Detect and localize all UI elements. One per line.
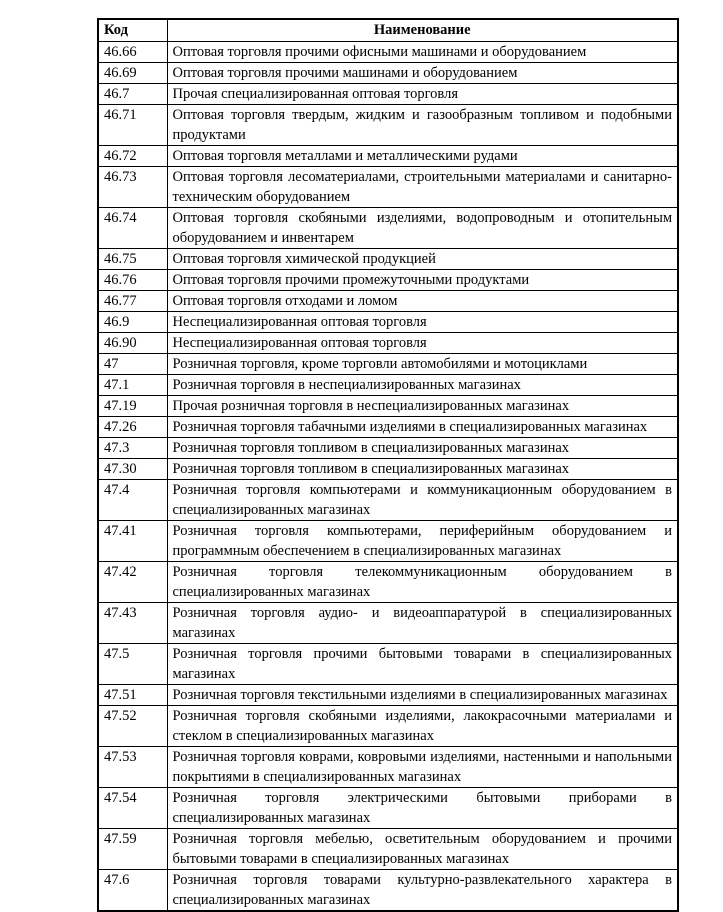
name-cell: Оптовая торговля прочими офисными машинами и оборудованием	[167, 42, 678, 63]
name-cell: Розничная торговля топливом в специализированных магазинах	[167, 459, 678, 480]
code-cell: 47.4	[98, 480, 167, 521]
code-cell: 47.42	[98, 562, 167, 603]
code-cell: 46.66	[98, 42, 167, 63]
name-cell: Прочая розничная торговля в неспециализированных магазинах	[167, 396, 678, 417]
table-row	[98, 562, 678, 603]
code-cell: 47.19	[98, 396, 167, 417]
code-cell: 46.77	[98, 291, 167, 312]
table-row	[98, 333, 678, 354]
code-cell: 47.3	[98, 438, 167, 459]
code-cell: 47.51	[98, 685, 167, 706]
code-cell: 47.1	[98, 375, 167, 396]
code-cell: 47.53	[98, 747, 167, 788]
table-row	[98, 644, 678, 685]
name-cell: Оптовая торговля прочими машинами и оборудованием	[167, 63, 678, 84]
code-cell: 47.30	[98, 459, 167, 480]
code-cell: 46.71	[98, 105, 167, 146]
name-cell: Розничная торговля в неспециализированных магазинах	[167, 375, 678, 396]
table-row	[98, 396, 678, 417]
code-cell: 46.76	[98, 270, 167, 291]
name-cell: Оптовая торговля прочими промежуточными продуктами	[167, 270, 678, 291]
table-row	[98, 417, 678, 438]
name-cell: Оптовая торговля твердым, жидким и газообразным топливом и подобными продуктами	[167, 105, 678, 146]
name-cell: Розничная торговля телекоммуникационным оборудованием в специализированных магазинах	[167, 562, 678, 603]
name-column-header: Наименование	[167, 19, 678, 42]
table-row	[98, 829, 678, 870]
table-row	[98, 270, 678, 291]
name-cell: Розничная торговля электрическими бытовыми приборами в специализированных магазинах	[167, 788, 678, 829]
name-cell: Розничная торговля аудио- и видеоаппаратурой в специализированных магазинах	[167, 603, 678, 644]
table-row	[98, 354, 678, 375]
name-cell: Розничная торговля товарами культурно-развлекательного характера в специализированных магазинах	[167, 870, 678, 912]
name-cell: Розничная торговля скобяными изделиями, лакокрасочными материалами и стеклом в специализированных магазинах	[167, 706, 678, 747]
name-cell: Розничная торговля топливом в специализированных магазинах	[167, 438, 678, 459]
code-cell: 46.74	[98, 208, 167, 249]
name-cell: Розничная торговля компьютерами и коммуникационным оборудованием в специализированных магазинах	[167, 480, 678, 521]
code-cell: 46.69	[98, 63, 167, 84]
code-column-header: Код	[98, 19, 167, 42]
code-cell: 46.90	[98, 333, 167, 354]
name-cell: Розничная торговля мебелью, осветительным оборудованием и прочими бытовыми товарами в специализированных магазинах	[167, 829, 678, 870]
name-cell: Розничная торговля коврами, ковровыми изделиями, настенными и напольными покрытиями в специализированных магазинах	[167, 747, 678, 788]
table-row	[98, 312, 678, 333]
name-cell: Неспециализированная оптовая торговля	[167, 333, 678, 354]
code-cell: 47.41	[98, 521, 167, 562]
table-row	[98, 480, 678, 521]
table-row	[98, 105, 678, 146]
table-row	[98, 146, 678, 167]
code-cell: 47.43	[98, 603, 167, 644]
table-row	[98, 438, 678, 459]
name-cell: Прочая специализированная оптовая торговля	[167, 84, 678, 105]
name-cell: Розничная торговля компьютерами, периферийным оборудованием и программным обеспечением в специализированных магазинах	[167, 521, 678, 562]
table-row	[98, 291, 678, 312]
name-cell: Розничная торговля табачными изделиями в специализированных магазинах	[167, 417, 678, 438]
code-cell: 47.6	[98, 870, 167, 912]
code-cell: 46.73	[98, 167, 167, 208]
codes-table-header	[98, 19, 678, 42]
table-row	[98, 249, 678, 270]
code-cell: 47.5	[98, 644, 167, 685]
table-row	[98, 63, 678, 84]
code-cell: 46.75	[98, 249, 167, 270]
code-cell: 46.72	[98, 146, 167, 167]
code-cell: 47.54	[98, 788, 167, 829]
table-row	[98, 706, 678, 747]
code-cell: 47.59	[98, 829, 167, 870]
code-cell: 47	[98, 354, 167, 375]
table-body	[98, 42, 678, 912]
table-row	[98, 870, 678, 912]
table-row	[98, 459, 678, 480]
header-row	[98, 19, 678, 42]
table-row	[98, 603, 678, 644]
table-row	[98, 685, 678, 706]
table-row	[98, 42, 678, 63]
name-cell: Оптовая торговля лесоматериалами, строительными материалами и санитарно-техническим оборудованием	[167, 167, 678, 208]
name-cell: Оптовая торговля химической продукцией	[167, 249, 678, 270]
name-cell: Неспециализированная оптовая торговля	[167, 312, 678, 333]
table-row	[98, 521, 678, 562]
table-row	[98, 747, 678, 788]
name-cell: Розничная торговля прочими бытовыми товарами в специализированных магазинах	[167, 644, 678, 685]
code-cell: 46.7	[98, 84, 167, 105]
code-cell: 46.9	[98, 312, 167, 333]
name-cell: Оптовая торговля металлами и металлическими рудами	[167, 146, 678, 167]
name-cell: Розничная торговля текстильными изделиями в специализированных магазинах	[167, 685, 678, 706]
table-row	[98, 208, 678, 249]
table-row	[98, 788, 678, 829]
name-cell: Оптовая торговля отходами и ломом	[167, 291, 678, 312]
codes-table	[97, 18, 679, 912]
name-cell: Оптовая торговля скобяными изделиями, водопроводным и отопительным оборудованием и инвентарем	[167, 208, 678, 249]
code-cell: 47.52	[98, 706, 167, 747]
code-cell: 47.26	[98, 417, 167, 438]
name-cell: Розничная торговля, кроме торговли автомобилями и мотоциклами	[167, 354, 678, 375]
table-row	[98, 167, 678, 208]
table-row	[98, 375, 678, 396]
table-row	[98, 84, 678, 105]
